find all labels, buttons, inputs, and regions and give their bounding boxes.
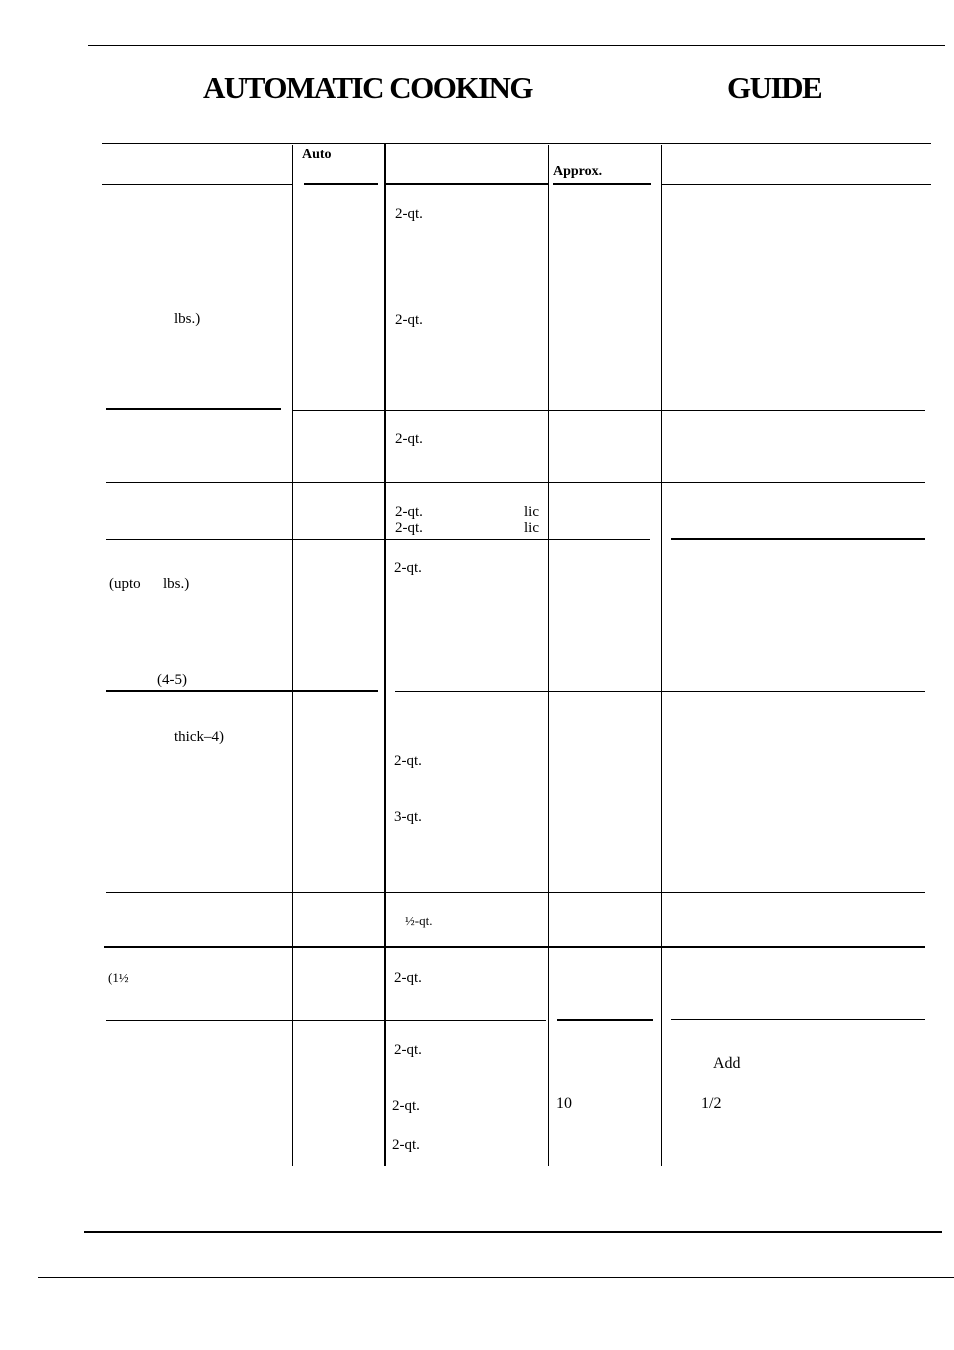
row1-food-weight: lbs.) [174, 311, 201, 327]
row4-food-upto: (upto [109, 576, 141, 592]
row3-container-b: 2-qt. [395, 520, 423, 536]
row4-food-servings: (4-5) [157, 672, 187, 688]
row-sep-4-right [395, 691, 925, 692]
row-sep-7-left [106, 1020, 546, 1021]
row-sep-3-right [671, 538, 925, 540]
table-top-border [102, 143, 931, 144]
header-bottom-border-right [662, 184, 931, 185]
row7-food-fraction: (1½ [108, 970, 129, 985]
row8-note-half: 1/2 [701, 1095, 722, 1112]
row2-container: 2-qt. [395, 431, 423, 447]
row5-food-thick: thick–4) [174, 729, 224, 745]
row1-container-b: 2-qt. [395, 312, 423, 328]
row-sep-3-left [106, 539, 650, 540]
row4-container: 2-qt. [394, 560, 422, 576]
row8-container-c: 2-qt. [392, 1137, 420, 1153]
row5-container-b: 3-qt. [394, 809, 422, 825]
row-sep-7-mid [557, 1019, 653, 1021]
row-sep-7-right [671, 1019, 925, 1020]
row8-container-a: 2-qt. [394, 1042, 422, 1058]
col-divider-2 [384, 143, 386, 1166]
row-sep-5 [106, 892, 925, 893]
header-underline-auto [304, 183, 378, 185]
row7-container: 2-qt. [394, 970, 422, 986]
row-sep-1-col1 [106, 408, 281, 410]
col-divider-4 [661, 145, 662, 1166]
row-sep-1-rest [293, 410, 925, 411]
page-title-left: AUTOMATIC COOKING [203, 70, 533, 105]
top-rule [88, 45, 945, 46]
header-auto: Auto [302, 147, 332, 162]
row8-time: 10 [556, 1095, 572, 1112]
row-sep-4-left [106, 690, 378, 692]
row8-container-b: 2-qt. [392, 1098, 420, 1114]
header-approx: Approx. [553, 164, 603, 179]
header-underline-approx [553, 183, 651, 185]
row3-container-b-tail: lic [524, 520, 539, 536]
row6-container: ½-qt. [405, 913, 433, 928]
row5-container-a: 2-qt. [394, 753, 422, 769]
row3-container-a: 2-qt. [395, 504, 423, 520]
row3-container-a-tail: lic [524, 504, 539, 520]
row1-container-a: 2-qt. [395, 206, 423, 222]
bottom-rule [84, 1231, 942, 1233]
header-underline-container [386, 183, 548, 185]
row-sep-6 [104, 946, 925, 948]
col-divider-1 [292, 145, 293, 185]
row8-note-add: Add [713, 1055, 741, 1072]
page-title-right: GUIDE [727, 70, 822, 105]
header-bottom-border [102, 184, 292, 185]
row-sep-2 [106, 482, 925, 483]
col-divider-1-body [292, 185, 293, 1166]
row4-food-weight: lbs.) [163, 576, 190, 592]
col-divider-3 [548, 145, 549, 1166]
footer-rule [38, 1277, 954, 1278]
